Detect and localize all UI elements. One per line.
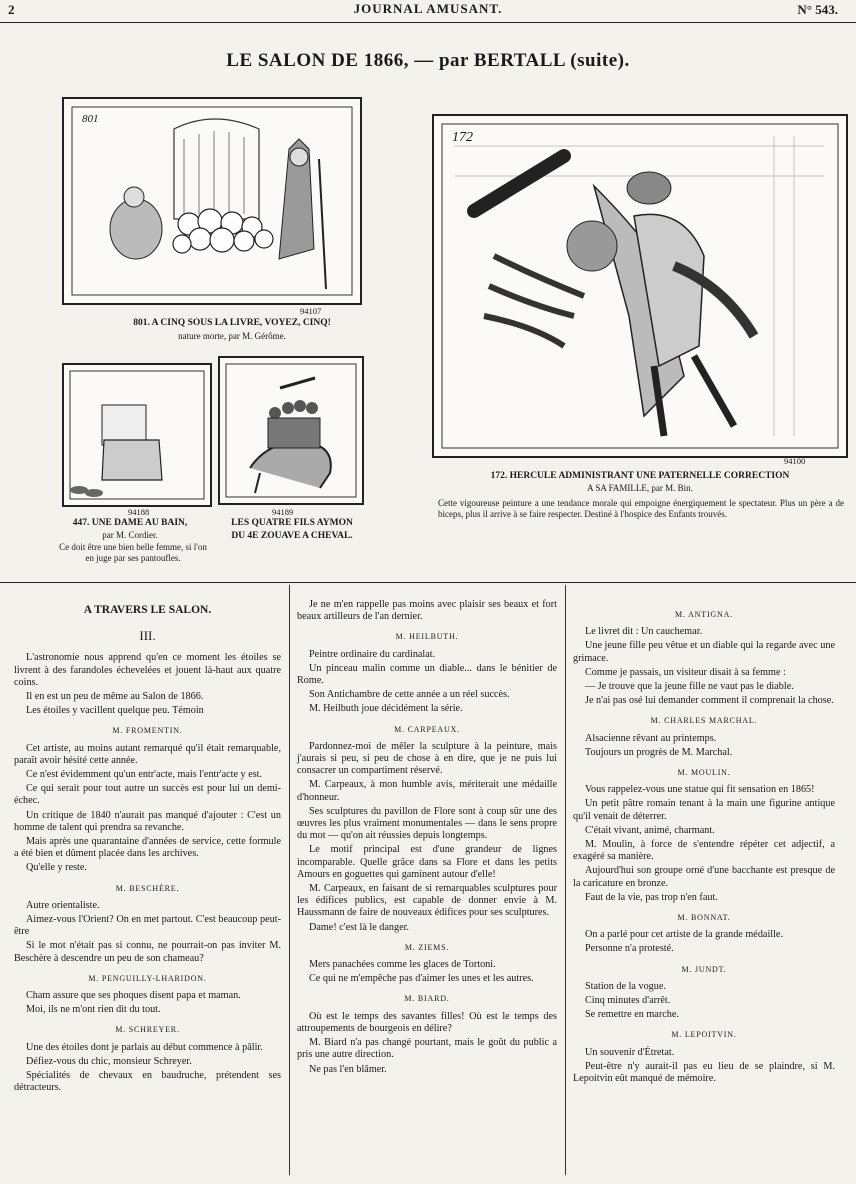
paragraph: Les étoiles y vacillent quelque peu. Témoin — [26, 705, 204, 717]
column-1-body — [14, 652, 281, 1094]
caption-aymon-line2: DU 4E ZOUAVE A CHEVAL. — [231, 531, 353, 541]
paragraph: Une jeune fille peu vêtue et un diable qui la regarde avec une grimace. — [573, 640, 835, 664]
section-heading: M. CARPEAUX. — [394, 724, 460, 734]
paragraph: Pardonnez-moi de mêler la sculpture à la peinture, mais j'aurais si peu, si peu de chose à en dire, que je ne puis lui consacrer un compartiment réservé. — [297, 740, 557, 777]
paragraph: Son Antichambre de cette année a un réel succès. — [309, 689, 510, 701]
paragraph: Ne pas l'en blâmer. — [309, 1063, 387, 1075]
paragraph: Un souvenir d'Étretat. — [585, 1046, 675, 1058]
paragraph: Je n'ai pas osé lui demander comment il comprenait la chose. — [585, 695, 834, 707]
zouave-drawing — [220, 358, 362, 503]
illustration-447 — [62, 363, 212, 507]
paragraph: Un pinceau malin comme un diable... dans le bénitier de Rome. — [297, 662, 557, 687]
paragraph: Aimez-vous l'Orient? On en met partout. C'est beaucoup peut-être — [14, 914, 281, 938]
section-heading: M. HEILBUTH. — [395, 632, 459, 642]
section-heading: M. BONNAT. — [677, 913, 731, 923]
paragraph: On a parlé pour cet artiste de la grande médaille. — [585, 929, 783, 941]
paragraph: Le livret dit : Un cauchemar. — [585, 626, 703, 638]
paragraph: Un petit pâtre romain tenant à la main une figurine antique qu'il venait de déterrer. — [573, 798, 835, 822]
article-part: III. — [139, 628, 156, 644]
paragraph: Cham assure que ses phoques disent papa et maman. — [26, 990, 241, 1002]
print-code: 94100 — [784, 456, 806, 466]
paragraph: Cet artiste, au moins autant remarqué qu'il était remarquable, paraît avoir hésité cette année. — [14, 742, 281, 766]
paragraph: Autre orientaliste. — [26, 899, 100, 911]
paragraph: L'astronomie nous apprend qu'en ce moment les étoiles se livrent à des farandoles échevelées et jouent là-haut aux quatre coins. — [14, 652, 281, 688]
print-code: 94188 — [128, 507, 150, 517]
caption-172: 172. HERCULE ADMINISTRANT UNE PATERNELLE CORRECTION — [490, 471, 790, 481]
paragraph: Moi, ils ne m'ont rien dit du tout. — [26, 1004, 161, 1016]
caption-447-description: Ce doit être une bien belle femme, si l'on en juge par ses pantoufles. — [59, 542, 207, 563]
paragraph: Ce n'est évidemment qu'un entr'acte, mais l'entr'acte y est. — [26, 769, 263, 781]
article-column-2 — [297, 599, 557, 1078]
journal-title: JOURNAL AMUSANT. — [353, 1, 503, 16]
section-heading: M. ZIEMS. — [404, 942, 450, 952]
page-title: LE SALON DE 1866, — par BERTALL (suite). — [226, 50, 630, 71]
caption-172-artist: A SA FAMILLE, par M. Bin. — [587, 483, 693, 493]
section-heading: M. BIARD. — [404, 994, 450, 1004]
paragraph: Peintre ordinaire du cardinalat. — [309, 648, 436, 660]
paragraph: — Je trouve que la jeune fille ne vaut pas le diable. — [585, 681, 794, 693]
paragraph: Cinq minutes d'arrêt. — [585, 995, 671, 1007]
column-2-body — [297, 599, 557, 1076]
column-3-body — [573, 609, 835, 1085]
paragraph: Se remettre en marche. — [585, 1009, 679, 1021]
column-rule — [289, 585, 290, 1175]
paragraph: Aujourd'hui son groupe orné d'une bacchante est presque de la caricature en bronze. — [573, 865, 835, 889]
paragraph: Ses sculptures du pavillon de Flore sont à coup sûr une des œuvres les plus vraiment monumentales — dans le sens propre du mot — qu'on ait réussies depuis longtemps. — [297, 805, 557, 842]
article-column-3 — [573, 601, 835, 1087]
print-code: 94107 — [300, 306, 322, 316]
paragraph: Le motif principal est d'une grandeur de lignes incomparable. Quelle grâce dans sa Flore et dans les petits Amours en goguettes qui gaminent autour d'elle! — [297, 844, 557, 880]
still-life-drawing — [64, 99, 360, 303]
paragraph: Défiez-vous du chic, monsieur Schreyer. — [26, 1055, 192, 1067]
paragraph: Station de la vogue. — [585, 980, 666, 992]
paragraph: Si le mot n'était pas si connu, ne pourrait-on pas inviter M. Beschère à descendre un peu de son chameau? — [14, 940, 281, 964]
article-column-1 — [14, 598, 281, 1097]
illustration-tag: 172 — [452, 130, 473, 145]
section-heading: M. PENGUILLY-LHARIDON. — [88, 973, 207, 983]
section-heading: M. BESCHÈRE. — [115, 883, 180, 893]
paragraph: Un critique de 1840 n'aurait pas manqué d'ajouter : C'est un homme de talent qui prendra sa revanche. — [14, 809, 281, 833]
bath-drawing — [64, 365, 210, 505]
issue-number: N° 543. — [797, 2, 838, 17]
paragraph: Ce qui serait pour tout autre un succès est pour lui un demi-échec. — [14, 783, 281, 807]
paragraph: Mais après une quarantaine d'années de service, cette formule a été bien et dûment placée dans les archives. — [14, 836, 281, 860]
paragraph: Une des étoiles dont je parlais au début commence à pâlir. — [26, 1041, 263, 1053]
section-heading: M. MOULIN. — [677, 768, 731, 778]
illustration-tag: 801 — [82, 113, 99, 125]
section-heading: M. JUNDT. — [681, 964, 727, 974]
page-number: 2 — [8, 2, 15, 17]
paragraph: M. Biard n'a pas changé pourtant, mais le goût du public a pris une autre direction. — [297, 1037, 557, 1061]
paragraph: C'était vivant, animé, charmant. — [585, 824, 715, 836]
caption-aymon: LES QUATRE FILS AYMON — [231, 518, 353, 528]
caption-447-artist: par M. Cordier. — [102, 530, 158, 540]
paragraph: M. Carpeaux, en faisant de si remarquables sculptures pour les édifices publics, est capable de donner envie à M. Haussmann de faire de nouveaux édifices pour ses sculptures. — [297, 883, 557, 919]
paragraph: Ce qui ne m'empêche pas d'aimer les unes et les autres. — [309, 973, 534, 985]
article-heading: A TRAVERS LE SALON. — [83, 604, 212, 616]
paragraph: M. Carpeaux, à mon humble avis, mériterait une médaille d'honneur. — [297, 779, 557, 803]
caption-801: 801. A CINQ SOUS LA LIVRE, VOYEZ, CINQ! — [133, 318, 331, 328]
section-heading: M. FROMENTIN. — [112, 726, 183, 736]
section-heading: M. SCHREYER. — [115, 1025, 180, 1035]
paragraph: Je ne m'en rappelle pas moins avec plaisir ses beaux et fort beaux artilleurs de l'an dernier. — [297, 599, 557, 623]
caption-172-description: Cette vigoureuse peinture a une tendance morale qui empoigne énergiquement le spectateur. Plus un père a de biceps, plus il arrive à se faire respecter. Destiné à l'hospice des Enfants trouvés. — [438, 498, 844, 519]
caption-447: 447. UNE DAME AU BAIN, — [72, 518, 188, 528]
paragraph: Dame! c'est là le danger. — [309, 921, 409, 933]
paragraph: Où est le temps des savantes filles! Où est le temps des attroupements de bourgeois en délire? — [297, 1010, 557, 1034]
paragraph: Il en est un peu de même au Salon de 1866. — [26, 691, 204, 703]
section-heading: M. LEPOITVIN. — [671, 1030, 737, 1040]
print-code: 94189 — [272, 507, 294, 517]
paragraph: Personne n'a protesté. — [585, 943, 674, 955]
paragraph: M. Heilbuth joue décidément la série. — [309, 703, 463, 715]
hercules-drawing — [434, 116, 846, 456]
caption-801-artist: nature morte, par M. Gérôme. — [178, 331, 286, 341]
paragraph: Vous rappelez-vous une statue qui fit sensation en 1865! — [585, 784, 815, 796]
illustration-801 — [62, 97, 362, 305]
paragraph: Peut-être n'y aurait-il pas eu lieu de se plaindre, si M. Lepoitvin eût manqué de mémoire. — [573, 1060, 835, 1085]
paragraph: Faut de la vie, pas trop n'en faut. — [585, 891, 718, 903]
paragraph: Qu'elle y reste. — [26, 862, 87, 874]
section-heading: M. CHARLES MARCHAL. — [650, 716, 758, 726]
paragraph: Toujours un progrès de M. Marchal. — [585, 746, 733, 758]
illustration-172 — [432, 114, 848, 458]
paragraph: Mers panachées comme les glaces de Tortoni. — [309, 959, 496, 971]
paragraph: M. Moulin, à force de s'entendre répéter cet adjectif, a exagéré sa manière. — [573, 839, 835, 863]
section-divider — [0, 582, 856, 583]
illustration-aymon — [218, 356, 364, 505]
column-rule — [565, 585, 566, 1175]
paragraph: Spécialités de chevaux en baudruche, prétendent ses détracteurs. — [14, 1070, 281, 1094]
paragraph: Alsacienne rêvant au printemps. — [585, 732, 717, 744]
section-heading: M. ANTIGNA. — [675, 610, 733, 619]
paragraph: Comme je passais, un visiteur disait à sa femme : — [585, 666, 786, 678]
